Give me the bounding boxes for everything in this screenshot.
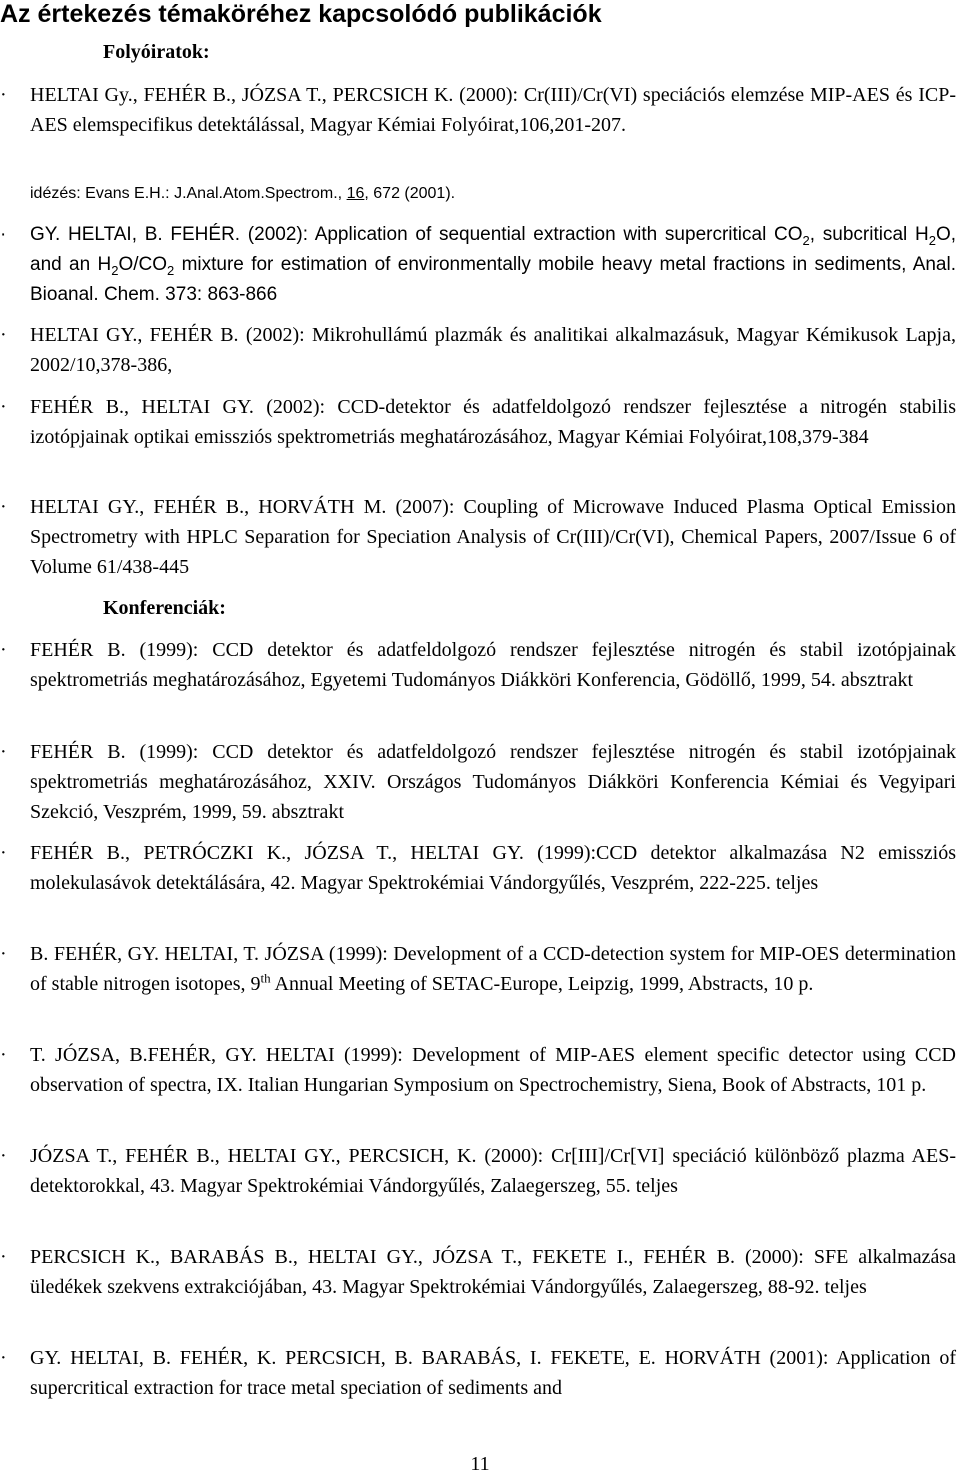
page-number: 11 (470, 1453, 490, 1475)
publication-journal-5 (0, 492, 956, 582)
citation-prefix: idézés: Evans E.H.: J.Anal.Atom.Spectrom., (30, 185, 347, 202)
citation-suffix: , 672 (2001). (364, 185, 456, 202)
publication-conference-4 (0, 939, 956, 999)
subscript: 2 (167, 262, 175, 278)
publication-journal-2 (0, 220, 956, 310)
publication-text-part: O/CO (118, 254, 168, 275)
publication-text-part: O, and an H (30, 224, 956, 275)
publication-text: T. JÓZSA, B.FEHÉR, GY. HELTAI (1999): Development of MIP-AES element specific detector using CCD observation of spectra, IX. Italian Hungarian Symposium on Spectrochemistry, Siena, Book of Abstracts, 101 p. (30, 1044, 956, 1096)
publication-journal-1 (0, 80, 956, 140)
publication-text: FEHÉR B. (1999): CCD detektor és adatfeldolgozó rendszer fejlesztése nitrogén és stabil izotópjainak spektrometriás meghatározásához, Egyetemi Tudományos Diákköri Konferencia, Gödöllő, 1999, 54. absztrakt (30, 639, 956, 691)
publication-text-part: mixture for estimation of environmentally mobile heavy metal fractions in sediments, Anal. Bioanal. Chem. 373: 863-866 (30, 254, 956, 305)
publication-text-part: Annual Meeting of SETAC-Europe, Leipzig, 1999, Abstracts, 10 p. (270, 973, 814, 995)
bullet-mark: · (0, 1347, 7, 1369)
bullet-mark: · (0, 324, 7, 346)
section-heading-conferences: Konferenciák: (103, 597, 226, 619)
bullet-mark: · (0, 84, 7, 106)
publication-conference-5 (0, 1040, 956, 1100)
publication-text: FEHÉR B. (1999): CCD detektor és adatfeldolgozó rendszer fejlesztése nitrogén és stabil izotópjainak spektrometriás meghatározásához, XXIV. Országos Tudományos Diákköri Konferencia Kémiai és Vegyipari Szekció, Veszprém, 1999, 59. absztrakt (30, 741, 956, 823)
bullet-mark: · (0, 842, 7, 864)
bullet-mark: · (0, 496, 7, 518)
publication-conference-1 (0, 635, 956, 695)
publication-text: PERCSICH K., BARABÁS B., HELTAI GY., JÓZSA T., FEKETE I., FEHÉR B. (2000): SFE alkalmazása üledékek szekvens extrakciójában, 43. Magyar Spektrokémiai Vándorgyűlés, Zalaegerszeg, 88-92. teljes (30, 1246, 956, 1298)
publication-conference-3 (0, 838, 956, 898)
subscript: 2 (111, 262, 119, 278)
publication-text-part: B. FEHÉR, GY. HELTAI, T. JÓZSA (1999): Development of a CCD-detection system for MIP-OES determination of stable nitrogen isotopes, 9 (30, 943, 956, 995)
publication-conference-2 (0, 737, 956, 827)
publication-text: JÓZSA T., FEHÉR B., HELTAI GY., PERCSICH, K. (2000): Cr[III]/Cr[VI] speciáció különböző plazma AES-detektorokkal, 43. Magyar Spektrokémiai Vándorgyűlés, Zalaegerszeg, 55. teljes (30, 1145, 956, 1197)
bullet-mark: · (0, 396, 7, 418)
bullet-mark: · (0, 943, 7, 965)
publication-text: FEHÉR B., PETRÓCZKI K., JÓZSA T., HELTAI GY. (1999):CCD detektor alkalmazása N2 emissziós molekulasávok detektálására, 42. Magyar Spektrokémiai Vándorgyűlés, Veszprém, 222-225. teljes (30, 842, 956, 894)
bullet-mark: · (0, 639, 7, 661)
publication-text: HELTAI GY., FEHÉR B., HORVÁTH M. (2007): Coupling of Microwave Induced Plasma Optical Emission Spectrometry with HPLC Separation for Speciation Analysis of Cr(III)/Cr(VI), Chemical Papers, 2007/Issue 6 of Volume 61/438-445 (30, 496, 956, 578)
section-heading-journals: Folyóiratok: (103, 41, 210, 63)
publication-text: GY. HELTAI, B. FEHÉR, K. PERCSICH, B. BARABÁS, I. FEKETE, E. HORVÁTH (2001): Application of supercritical extraction for trace metal speciation of sediments and (30, 1347, 956, 1399)
publication-text-part: GY. HELTAI, B. FEHÉR. (2002): Application of sequential extraction with supercritical CO (30, 224, 803, 245)
publication-text: FEHÉR B., HELTAI GY. (2002): CCD-detektor és adatfeldolgozó rendszer fejlesztése a nitrogén stabilis izotópjainak optikai emissziós spektrometriás meghatározásához, Magyar Kémiai Folyóirat,108,379-384 (30, 396, 956, 448)
superscript: th (260, 970, 271, 986)
publication-text: HELTAI GY., FEHÉR B. (2002): Mikrohullámú plazmák és analitikai alkalmazásuk, Magyar Kémikusok Lapja, 2002/10,378-386, (30, 324, 956, 376)
subscript: 2 (802, 232, 810, 248)
bullet-mark: · (0, 224, 7, 245)
publication-conference-6 (0, 1141, 956, 1201)
citation-note (30, 183, 455, 205)
publication-conference-8 (0, 1343, 956, 1403)
publication-text: HELTAI Gy., FEHÉR B., JÓZSA T., PERCSICH K. (2000): Cr(III)/Cr(VI) speciációs elemzése MIP-AES és ICP-AES elemspecifikus detektálással, Magyar Kémiai Folyóirat,106,201-207. (30, 84, 956, 136)
bullet-mark: · (0, 741, 7, 763)
page-title: Az értekezés témaköréhez kapcsolódó publikációk (0, 0, 602, 28)
subscript: 2 (928, 232, 936, 248)
bullet-mark: · (0, 1044, 7, 1066)
publication-conference-7 (0, 1242, 956, 1302)
publication-text-part: , subcritical H (809, 224, 929, 245)
bullet-mark: · (0, 1145, 7, 1167)
publication-journal-3 (0, 320, 956, 380)
publication-journal-4 (0, 392, 956, 452)
bullet-mark: · (0, 1246, 7, 1268)
citation-volume: 16 (346, 185, 365, 202)
